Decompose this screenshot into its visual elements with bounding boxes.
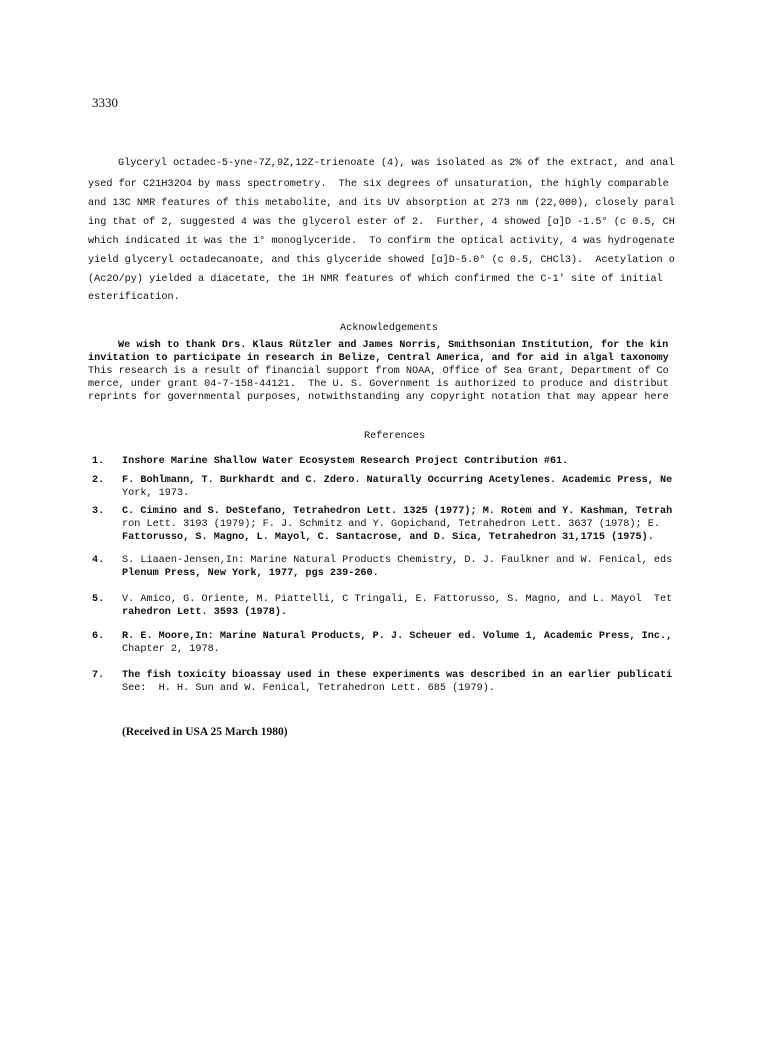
reference-number: 6. [92,631,105,642]
body-line-3: and 13C NMR features of this metabolite, and its UV absorption at 273 nm (22,000), closely paral [88,198,675,209]
reference-line: Inshore Marine Shallow Water Ecosystem Research Project Contribution #61. [122,456,569,467]
body-line-1: Glyceryl octadec-5-yne-7Z,9Z,12Z-trienoate (4), was isolated as 2% of the extract, and anal [118,158,675,169]
reference-number: 2. [92,475,105,486]
reference-line: F. Bohlmann, T. Burkhardt and C. Zdero. Naturally Occurring Acetylenes. Academic Press, Ne [122,475,673,486]
reference-line: York, 1973. [122,488,190,499]
reference-line: rahedron Lett. 3593 (1978). [122,607,288,618]
ack-line-1: We wish to thank Drs. Klaus Rützler and James Norris, Smithsonian Institution, for the kin [118,340,669,351]
reference-number: 3. [92,506,105,517]
body-line-5: which indicated it was the 1° monoglyceride. To confirm the optical activity, 4 was hydrogenate [88,236,675,247]
reference-number: 4. [92,555,105,566]
ack-line-2: invitation to participate in research in Belize, Central America, and for aid in algal taxonomy [88,353,669,364]
reference-number: 7. [92,670,105,681]
reference-line: See: H. H. Sun and W. Fenical, Tetrahedron Lett. 685 (1979). [122,683,495,694]
body-line-7: (Ac2O/py) yielded a diacetate, the 1H NMR features of which confirmed the C-1' site of initial [88,274,663,285]
reference-line: S. Liaaen-Jensen,In: Marine Natural Products Chemistry, D. J. Faulkner and W. Fenical, eds [122,555,673,566]
ack-line-4: merce, under grant 04-7-158-44121. The U. S. Government is authorized to produce and distribut [88,379,669,390]
received-date: (Received in USA 25 March 1980) [122,726,288,738]
body-line-8: esterification. [88,292,180,303]
references-heading: References [364,431,426,442]
body-line-6: yield glyceryl octadecanoate, and this glyceride showed [α]D-5.0° (c 0.5, CHCl3). Acetylation o [88,255,675,266]
reference-line: C. Cimino and S. DeStefano, Tetrahedron Lett. 1325 (1977); M. Rotem and Y. Kashman, Tetrah [122,506,673,517]
reference-line: The fish toxicity bioassay used in these experiments was described in an earlier publicati [122,670,673,681]
acknowledgements-heading: Acknowledgements [340,323,438,334]
reference-line: R. E. Moore,In: Marine Natural Products, P. J. Scheuer ed. Volume 1, Academic Press, Inc., [122,631,673,642]
ack-line-5: reprints for governmental purposes, notwithstanding any copyright notation that may appear here [88,392,669,403]
reference-line: ron Lett. 3193 (1979); F. J. Schmitz and Y. Gopichand, Tetrahedron Lett. 3637 (1978); E. [122,519,660,530]
reference-line: V. Amico, G. Oriente, M. Piattelli, C Tringali, E. Fattorusso, S. Magno, and L. Mayol Tet [122,594,673,605]
reference-number: 1. [92,456,105,467]
body-line-2: ysed for C21H32O4 by mass spectrometry. The six degrees of unsaturation, the highly comparable [88,179,669,190]
page-number: 3330 [92,95,118,110]
reference-line: Plenum Press, New York, 1977, pgs 239-260. [122,568,379,579]
reference-number: 5. [92,594,105,605]
reference-line: Fattorusso, S. Magno, L. Mayol, C. Santacrose, and D. Sica, Tetrahedron 31,1715 (1975). [122,532,654,543]
body-line-4: ing that of 2, suggested 4 was the glycerol ester of 2. Further, 4 showed [α]D -1.5° (c 0.5, CH [88,217,675,228]
ack-line-3: This research is a result of financial support from NOAA, Office of Sea Grant, Department of Co [88,366,669,377]
reference-line: Chapter 2, 1978. [122,644,220,655]
